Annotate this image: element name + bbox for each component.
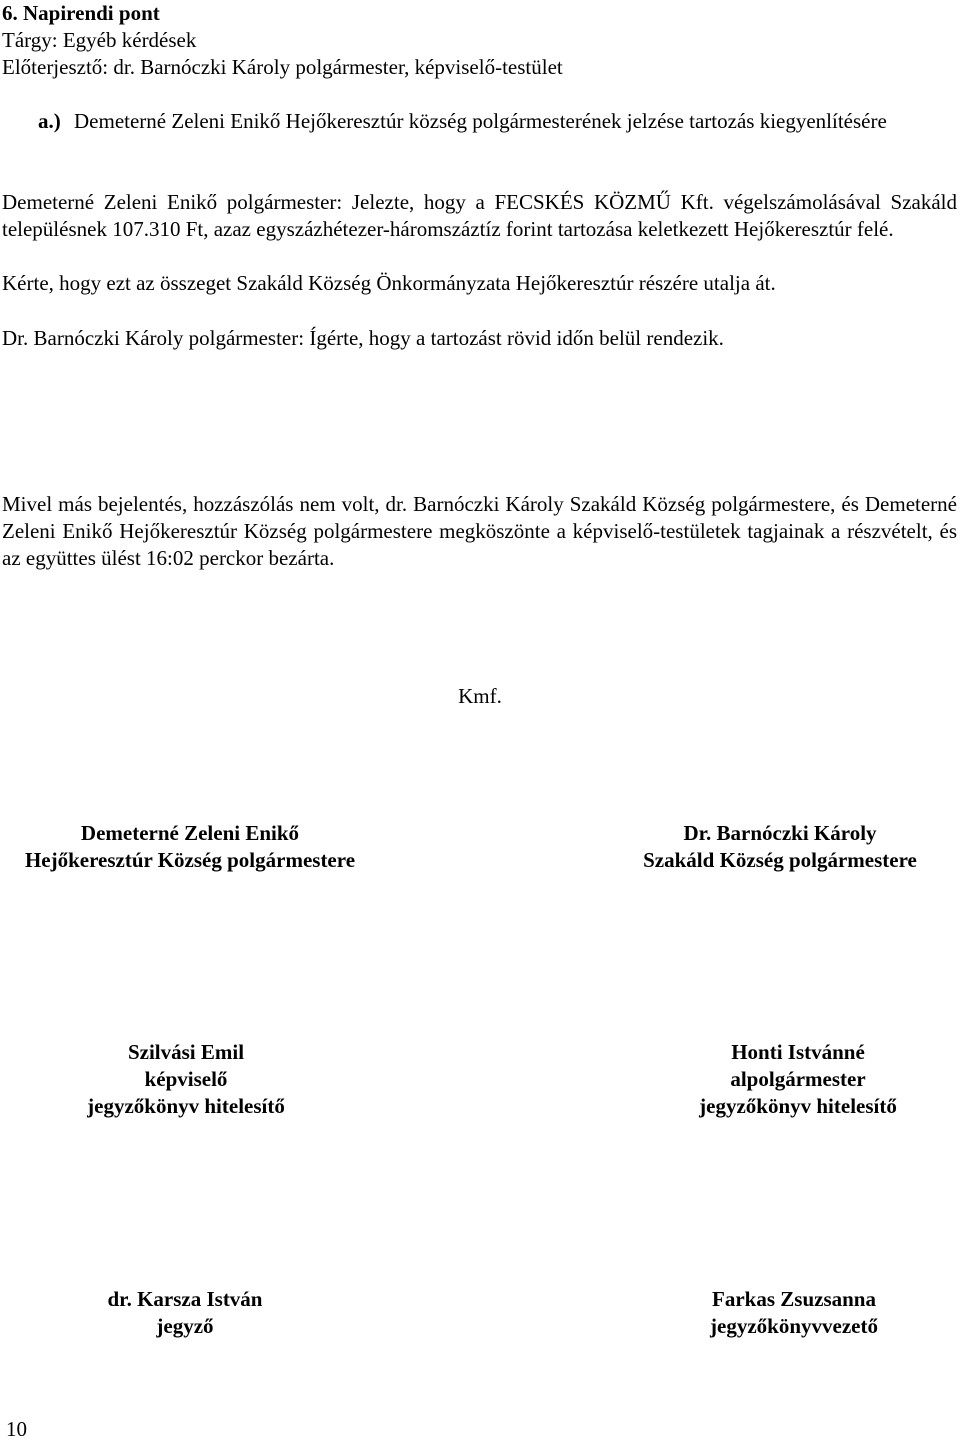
signatory-name: dr. Karsza István [107,1287,263,1311]
signatory-role: jegyző [156,1314,214,1338]
page-number: 10 [6,1417,27,1441]
item-a [38,108,958,135]
signature-left-3 [0,1286,370,1340]
closing-paragraph: Mivel más bejelentés, hozzászólás nem volt, dr. Barnóczki Károly Szakáld Község polgármestere, és Demeterné Zeleni Enikő Hejőkeresztúr Község polgármestere megköszönte a képviselő-testületek tagjainak a részvételt, és az együttes ülést 16:02 perckor bezárta. [2,492,957,570]
agenda-presenter: Előterjesztő: dr. Barnóczki Károly polgármester, képviselő-testület [2,55,563,79]
signatory-role-2: jegyzőkönyv hitelesítő [87,1094,285,1118]
signatory-name: Demeterné Zeleni Enikő [80,821,300,845]
signature-right-3 [614,1286,960,1340]
agenda-subject: Tárgy: Egyéb kérdések [2,28,197,52]
signatory-name: Szilvási Emil [127,1040,245,1064]
signatory-name: Honti Istvánné [731,1040,865,1064]
item-a-marker: a.) [38,109,61,133]
item-a-title: Demeterné Zeleni Enikő Hejőkeresztúr község polgármesterének jelzése tartozás kiegyenlítésére [74,109,887,133]
signature-left-1 [0,820,380,874]
signature-right-2 [618,1039,960,1120]
body-paragraph-1: Demeterné Zeleni Enikő polgármester: Jelezte, hogy a FECSKÉS KÖZMŰ Kft. végelszámolásával Szakáld településnek 107.310 Ft, azaz egyszázhétezer-háromszáztíz forint tartozása keletkezett Hejőkeresztúr felé. [2,190,957,241]
signature-right-1 [600,820,960,874]
signatory-role: Szakáld Község polgármestere [643,848,917,872]
signatory-role: képviselő [144,1067,228,1091]
signatory-role: jegyzőkönyvvezető [710,1314,878,1338]
kmf-label: Kmf. [458,684,502,708]
signatory-role: alpolgármester [730,1067,866,1091]
signatory-name: Dr. Barnóczki Károly [683,821,877,845]
body-paragraph-3: Dr. Barnóczki Károly polgármester: Ígérte, hogy a tartozást rövid időn belül rendezik. [2,326,724,350]
body-paragraph-2: Kérte, hogy ezt az összeget Szakáld Község Önkormányzata Hejőkeresztúr részére utalja át. [2,271,776,295]
agenda-heading: 6. Napirendi pont [2,1,160,25]
signature-left-2 [0,1039,372,1120]
signatory-role: Hejőkeresztúr Község polgármestere [24,848,356,872]
signatory-name: Farkas Zsuzsanna [712,1287,876,1311]
signatory-role-2: jegyzőkönyv hitelesítő [699,1094,897,1118]
